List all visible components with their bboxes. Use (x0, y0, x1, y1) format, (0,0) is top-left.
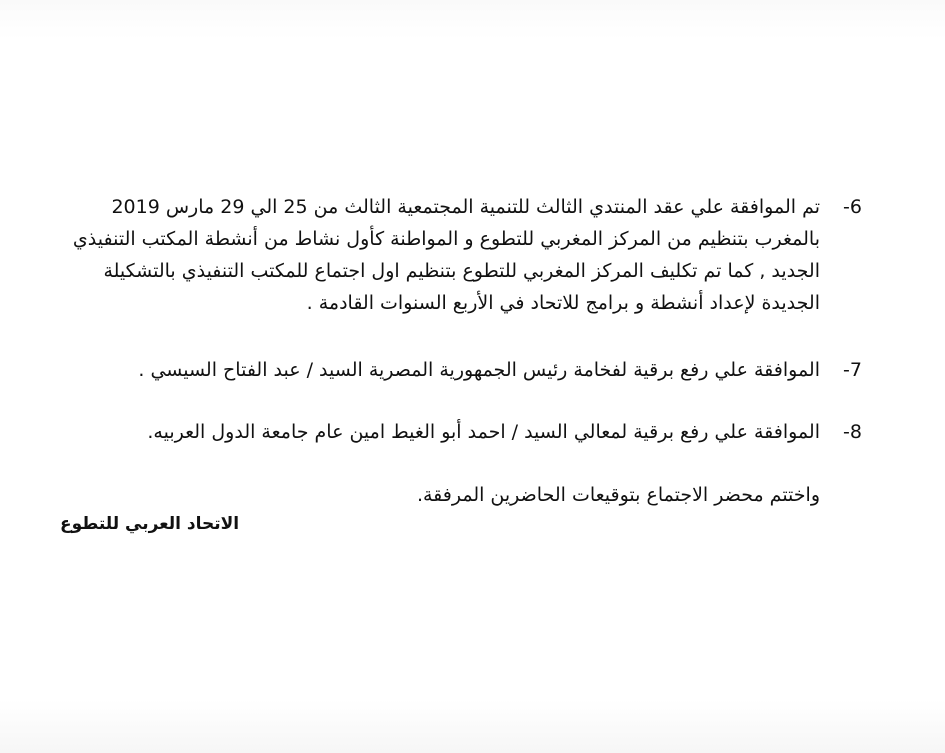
item-number: -6 (843, 196, 862, 218)
item-number: -7 (843, 359, 862, 381)
item-number: -8 (843, 421, 862, 443)
item-text: تم الموافقة علي عقد المنتدي الثالث للتنمية المجتمعية الثالث من 25 الي 29 مارس 2019 بالمغرب بتنظيم من المركز المغربي للتطوع و المواطنة كأول نشاط من أنشطة المكتب التنفيذي الجديد , كما تم تكليف المركز المغربي للتطوع بتنظيم اول اجتماع للمكتب التنفيذي بالتشكيلة الجديدة لإعداد أنشطة و برامج للاتحاد في الأربع السنوات القادمة . (72, 196, 820, 314)
resolution-item-7 (67, 354, 862, 386)
closing-statement: واختتم محضر الاجتماع بتوقيعات الحاضرين المرفقة. (416, 484, 820, 506)
item-text: الموافقة علي رفع برقية لمعالي السيد / احمد أبو الغيط امين عام جامعة الدول العربيه. (147, 421, 820, 443)
signature-organization: الاتحاد العربي للتطوع (60, 514, 240, 534)
resolution-item-6 (67, 191, 862, 319)
resolution-item-8 (67, 416, 862, 448)
item-text: الموافقة علي رفع برقية لفخامة رئيس الجمهورية المصرية السيد / عبد الفتاح السيسي . (138, 359, 820, 381)
